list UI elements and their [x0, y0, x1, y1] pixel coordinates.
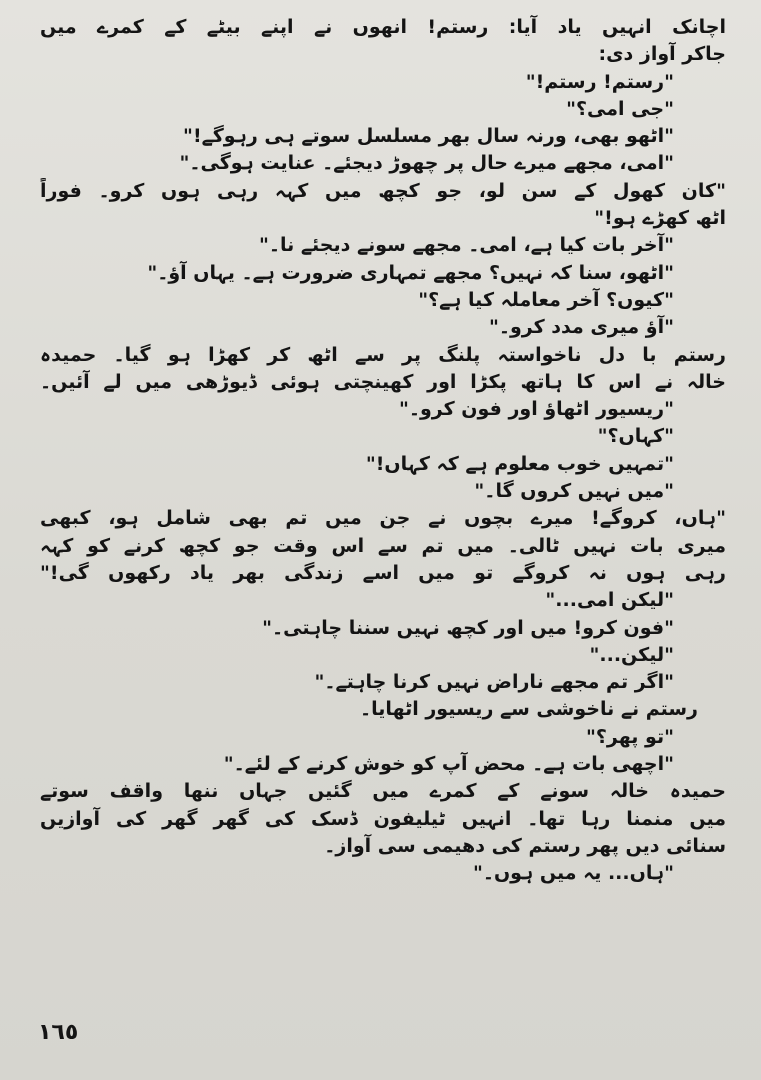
- text-line: "کیوں؟ آخر معاملہ کیا ہے؟": [418, 288, 674, 311]
- text-line: "ہاں... یہ میں ہوں۔": [472, 862, 674, 885]
- text-line: "امی، مجھے میرے حال پر چھوڑ دیجئے۔ عنایت ہوگی۔": [179, 152, 674, 175]
- text-line: رستم با دل ناخواستہ پلنگ پر سے اٹھ کر کھڑا ہو گیا۔ حمیدہ: [40, 343, 726, 366]
- text-line: میری بات نہیں ٹالی۔ میں تم سے اس وقت جو کچھ کرنے کو کہہ: [40, 534, 726, 557]
- text-line: "جی امی؟": [566, 97, 674, 120]
- text-line: "اگر تم مجھے ناراض نہیں کرنا چاہتے۔": [314, 671, 674, 694]
- text-line: سنائی دیں پھر رستم کی دھیمی سی آواز۔: [324, 834, 726, 857]
- text-line: جاکر آواز دی:: [598, 43, 726, 66]
- text-line: میں منمنا رہا تھا۔ انہیں ٹیلیفون ڈسک کی گھر گھر کی آوازیں: [40, 807, 726, 830]
- page-number: ١٦٥: [38, 1020, 79, 1045]
- text-line: "لیکن امی...": [545, 589, 674, 612]
- text-line: "کہاں؟": [597, 425, 674, 448]
- text-line: "تو پھر؟": [586, 725, 674, 748]
- text-line: "ہاں، کروگے! میرے بچوں نے جن میں تم بھی شامل ہو، کبھی: [40, 507, 726, 530]
- text-line: "میں نہیں کروں گا۔": [474, 480, 674, 503]
- text-line: اٹھ کھڑے ہو!": [594, 207, 726, 230]
- page-text: [40, 14, 726, 888]
- text-line: رہی ہوں نہ کروگے تو میں اسے زندگی بھر یاد رکھوں گی!": [40, 561, 726, 584]
- text-line: اچانک انہیں یاد آیا: رستم! انھوں نے اپنے بیٹے کے کمرے میں: [40, 16, 726, 38]
- text-line: "لیکن...": [589, 643, 674, 666]
- text-line: رستم نے ناخوشی سے ریسیور اٹھایا۔: [360, 698, 698, 721]
- text-line: "اٹھو، سنا کہ نہیں؟ مجھے تمہاری ضرورت ہے۔ یہاں آؤ۔": [147, 261, 674, 284]
- text-line: "تمہیں خوب معلوم ہے کہ کہاں!": [365, 452, 674, 475]
- text-line: "ریسیور اٹھاؤ اور فون کرو۔": [398, 398, 674, 421]
- text-line: "اچھی بات ہے۔ محض آپ کو خوش کرنے کے لئے۔": [223, 753, 674, 776]
- text-line: "رستم! رستم!": [525, 70, 674, 93]
- text-line: حمیدہ خالہ سونے کے کمرے میں گئیں جہاں ننھا واقف سوتے: [40, 780, 726, 803]
- text-line: خالہ نے اس کا ہاتھ پکڑا اور کھینچتی ہوئی ڈیوڑھی میں لے آئیں۔: [40, 370, 726, 393]
- text-line: "اٹھو بھی، ورنہ سال بھر مسلسل سوتے ہی رہوگے!": [183, 125, 674, 148]
- text-line: "آخر بات کیا ہے، امی۔ مجھے سونے دیجئے نا۔": [258, 234, 674, 257]
- text-line: "فون کرو! میں اور کچھ نہیں سننا چاہتی۔": [262, 616, 674, 639]
- text-line: "آؤ میری مدد کرو۔": [488, 316, 674, 339]
- text-line: "کان کھول کے سن لو، جو کچھ میں کہہ رہی ہوں کرو۔ فوراً: [40, 179, 726, 202]
